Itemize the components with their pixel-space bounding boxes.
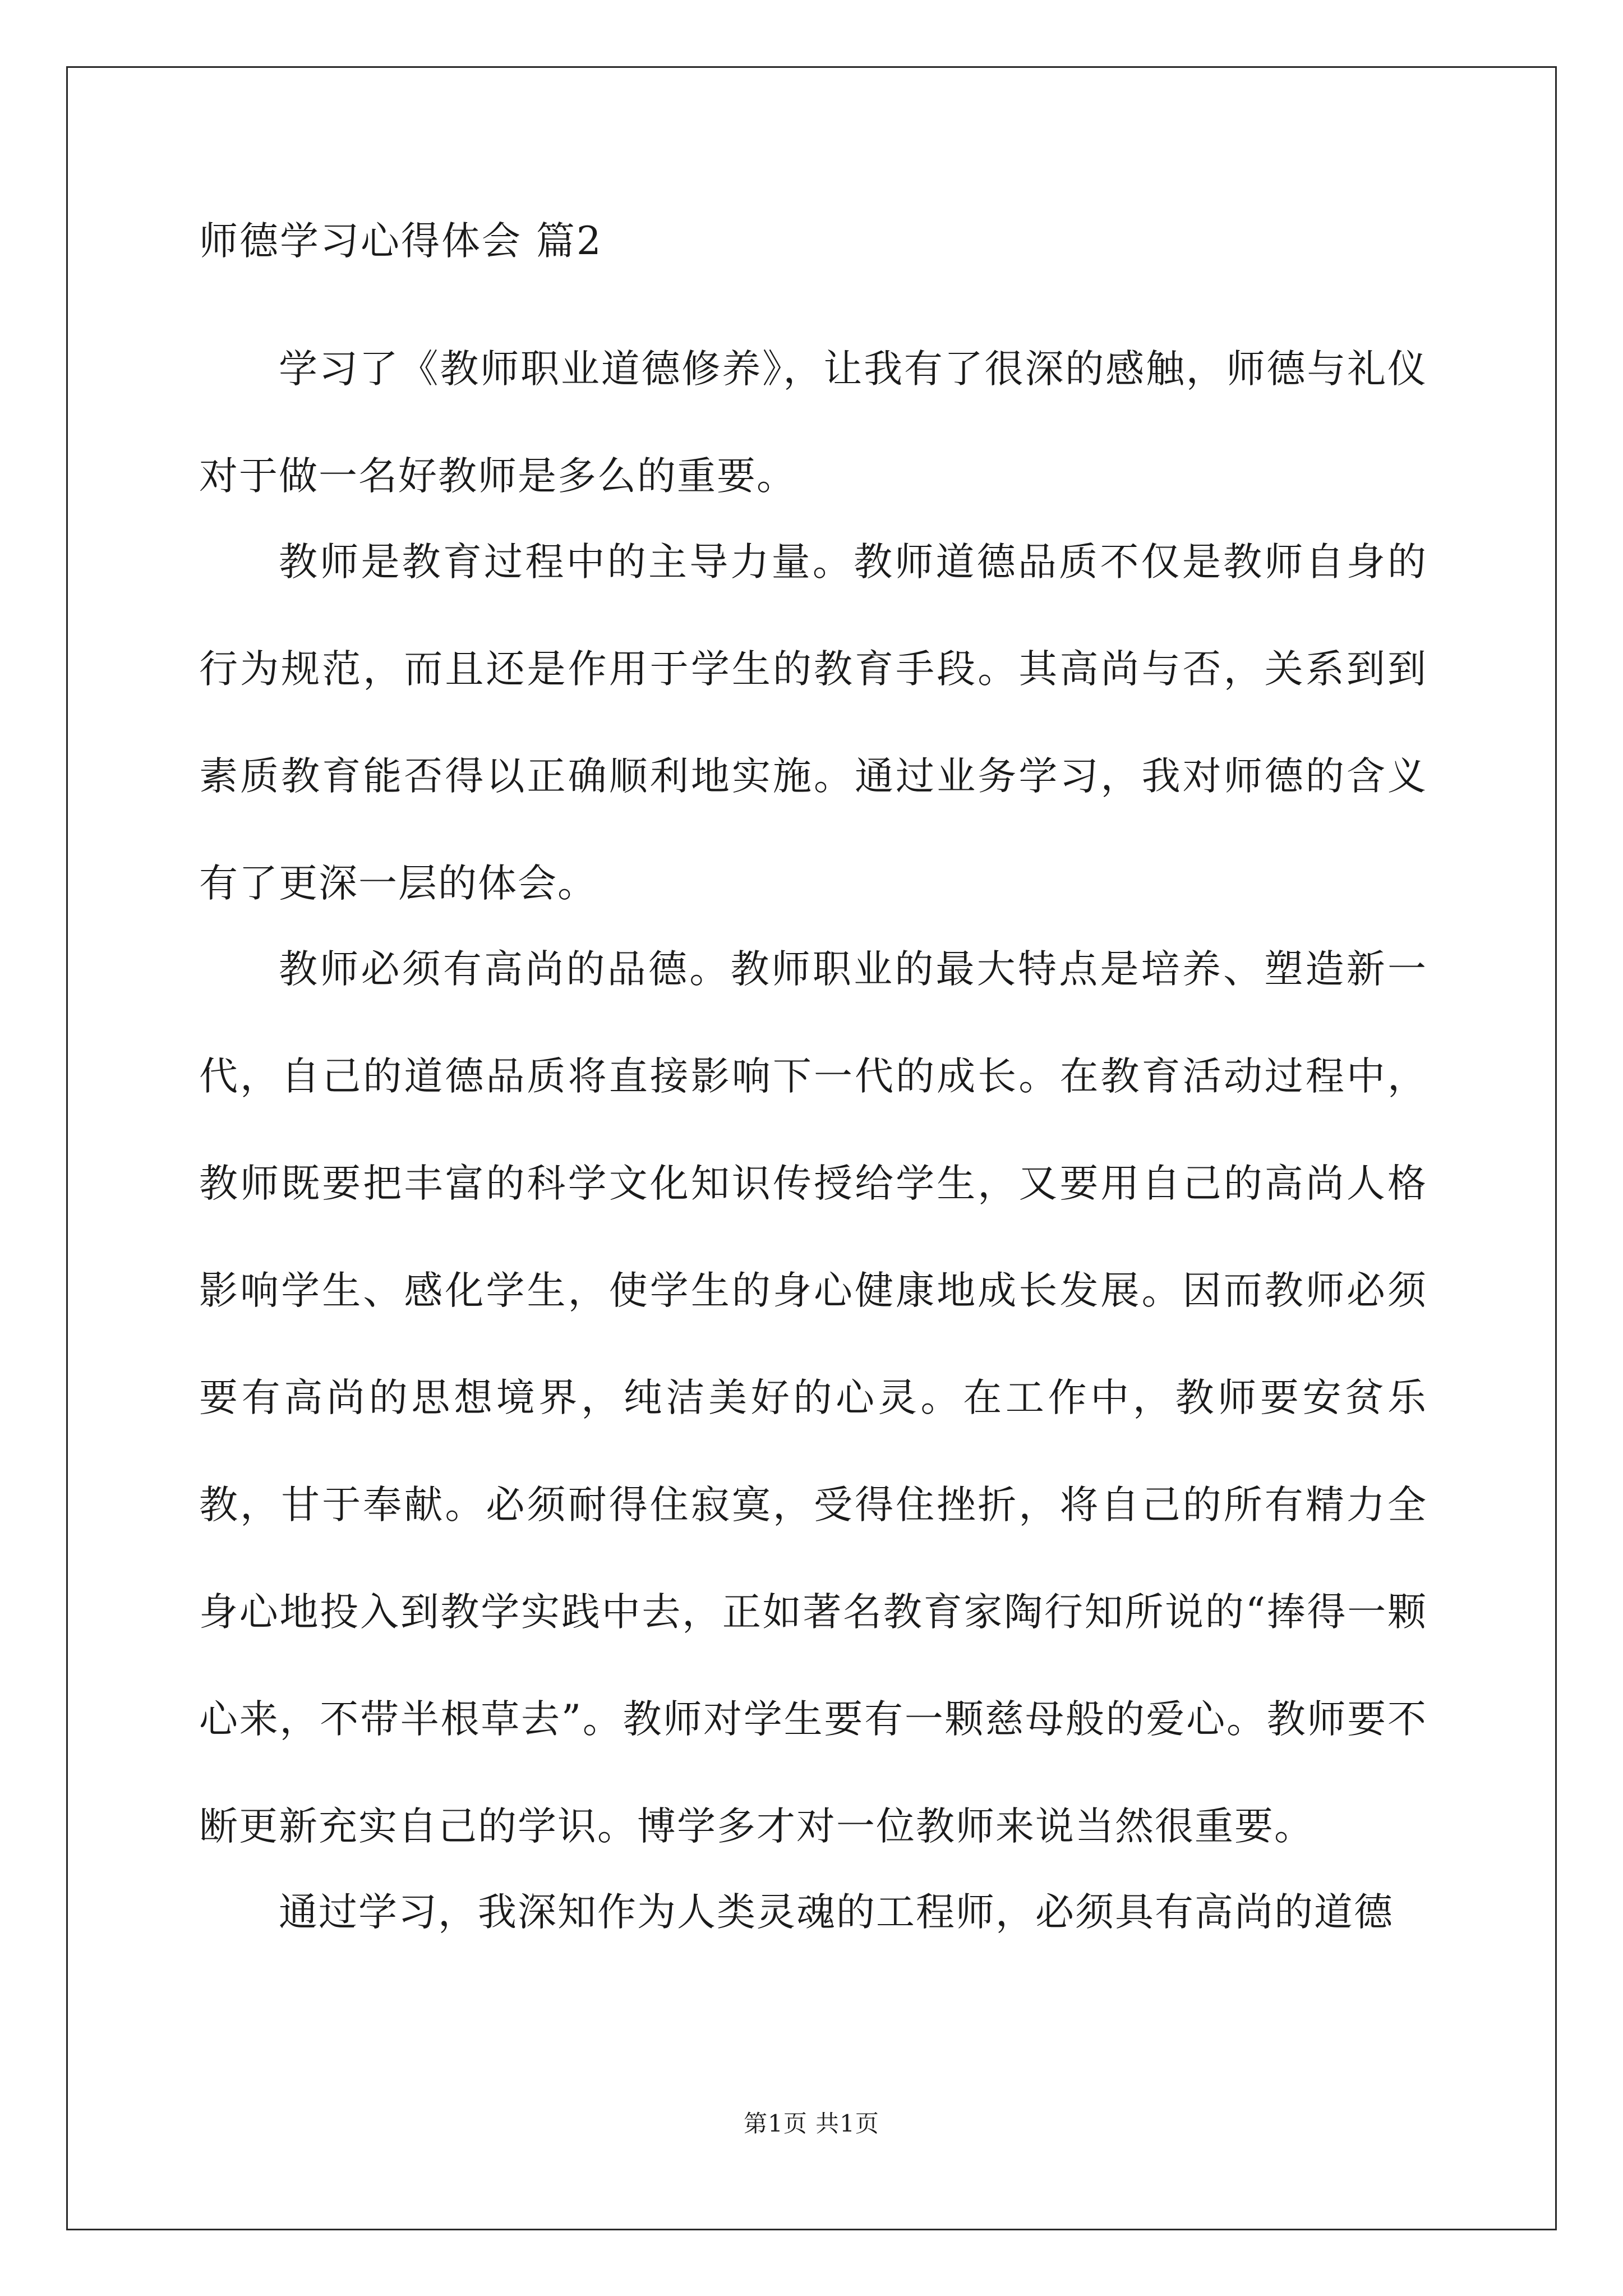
paragraph-2: 教师是教育过程中的主导力量。教师道德品质不仅是教师自身的行为规范，而且还是作用于学生的教育手段。其高尚与否，关系到到素质教育能否得以正确顺利地实施。通过业务学习，我对师德的含义有了更深一层的体会。: [199, 540, 1427, 906]
paragraph-1: 学习了《教师职业道德修养》，让我有了很深的感触，师德与礼仪对于做一名好教师是多么的重要。: [199, 347, 1427, 499]
document-body: [199, 213, 1427, 1966]
paragraph-3: 教师必须有高尚的品德。教师职业的最大特点是培养、塑造新一代，自己的道德品质将直接影响下一代的成长。在教育活动过程中，教师既要把丰富的科学文化知识传授给学生，又要用自己的高尚人格影响学生、感化学生，使学生的身心健康地成长发展。因而教师必须要有高尚的思想境界，纯洁美好的心灵。在工作中，教师要安贫乐教，甘于奉献。必须耐得住寂寞，受得住挫折，将自己的所有精力全身心地投入到教学实践中去，正如著名教育家陶行知所说的“捧得一颗心来，不带半根草去”。教师对学生要有一颗慈母般的爱心。教师要不断更新充实自己的学识。博学多才对一位教师来说当然很重要。: [199, 947, 1427, 1849]
page-footer: 第1页 共1页: [744, 2110, 879, 2137]
paragraph-4: 通过学习，我深知作为人类灵魂的工程师，必须具有高尚的道德: [279, 1890, 1394, 1935]
document-title: 师德学习心得体会 篇2: [199, 219, 603, 264]
